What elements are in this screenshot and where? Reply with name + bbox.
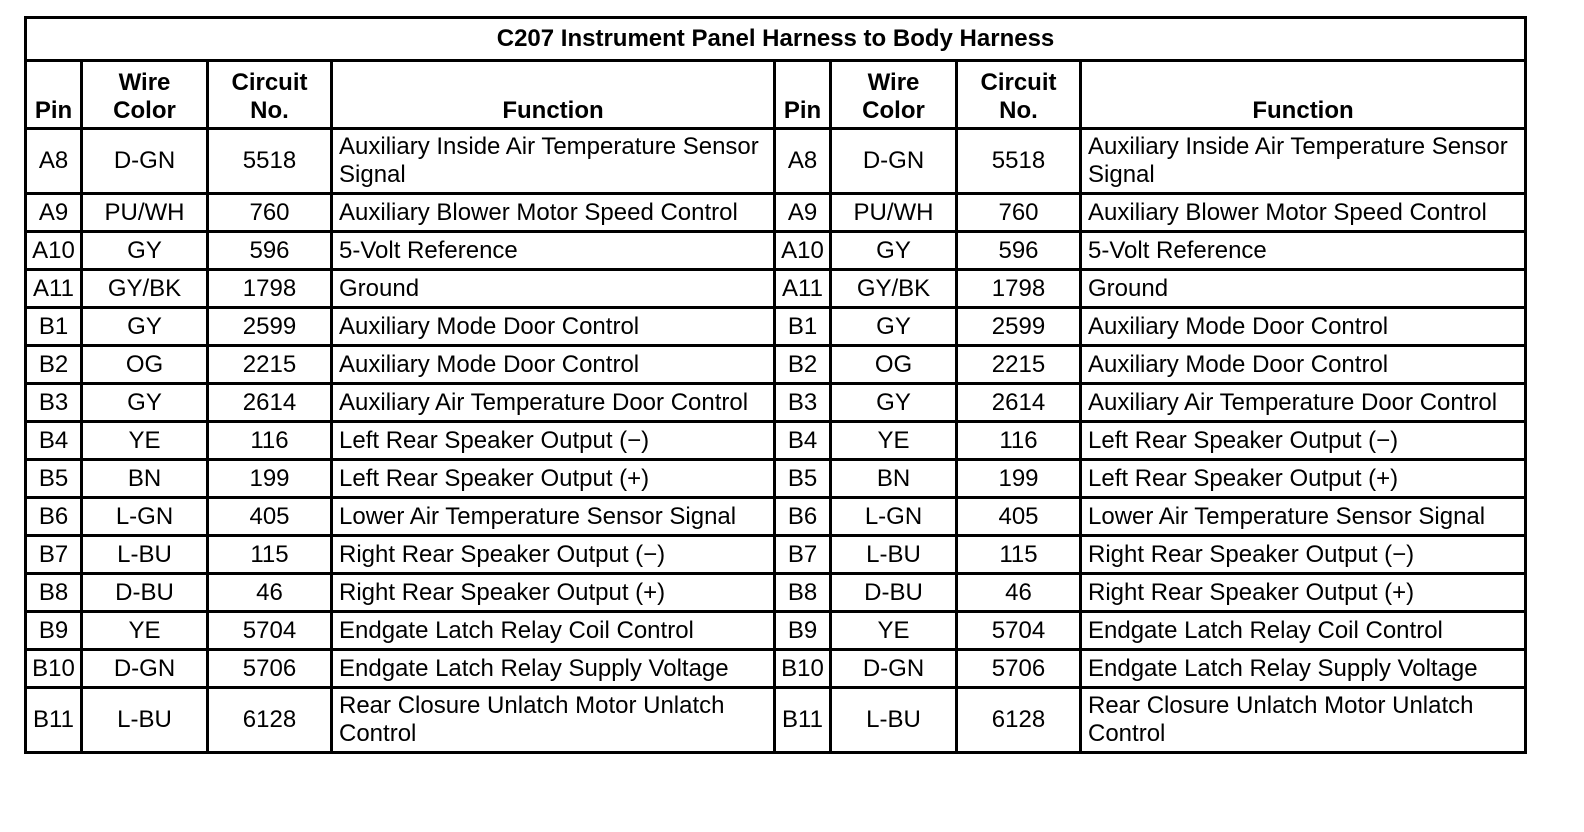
table-row [26,498,1526,536]
pin-cell: B7 [775,536,831,574]
circuit-no-cell: 596 [208,232,332,270]
circuit-no-cell: 405 [957,498,1081,536]
table-row [26,194,1526,232]
circuit-no-cell: 2614 [957,384,1081,422]
circuit-no-cell: 5706 [208,650,332,688]
function-cell: 5-Volt Reference [332,232,775,270]
circuit-no-cell: 6128 [957,688,1081,753]
function-cell: Left Rear Speaker Output (−) [332,422,775,460]
pin-cell: B8 [26,574,82,612]
pin-cell: B3 [775,384,831,422]
pin-cell: B6 [775,498,831,536]
pin-cell: B2 [26,346,82,384]
column-header-circuit-no: Circuit No. [957,61,1081,129]
function-cell: Auxiliary Mode Door Control [1081,346,1526,384]
column-header-pin: Pin [775,61,831,129]
circuit-no-cell: 5518 [208,129,332,194]
pin-cell: B4 [26,422,82,460]
table-body [26,129,1526,753]
wire-color-cell: GY/BK [831,270,957,308]
wire-color-cell: OG [82,346,208,384]
circuit-no-cell: 5706 [957,650,1081,688]
circuit-no-cell: 760 [208,194,332,232]
circuit-no-cell: 2215 [957,346,1081,384]
wire-color-cell: L-BU [831,536,957,574]
function-cell: Lower Air Temperature Sensor Signal [1081,498,1526,536]
pin-cell: A11 [26,270,82,308]
pin-cell: A10 [775,232,831,270]
pin-cell: A8 [775,129,831,194]
column-header-function: Function [332,61,775,129]
circuit-no-cell: 5518 [957,129,1081,194]
column-header-circuit-no: Circuit No. [208,61,332,129]
table-row [26,612,1526,650]
wire-color-cell: YE [831,422,957,460]
pin-cell: A11 [775,270,831,308]
function-cell: Right Rear Speaker Output (+) [1081,574,1526,612]
circuit-no-cell: 116 [957,422,1081,460]
circuit-no-cell: 116 [208,422,332,460]
wire-color-cell: BN [831,460,957,498]
pin-cell: A10 [26,232,82,270]
connector-table [24,16,1527,754]
pin-cell: B1 [26,308,82,346]
pin-cell: B5 [775,460,831,498]
pin-cell: B6 [26,498,82,536]
circuit-no-cell: 46 [957,574,1081,612]
table-row [26,650,1526,688]
wire-color-cell: GY [82,308,208,346]
circuit-no-cell: 2614 [208,384,332,422]
function-cell: Ground [1081,270,1526,308]
function-cell: Endgate Latch Relay Supply Voltage [1081,650,1526,688]
function-cell: Endgate Latch Relay Supply Voltage [332,650,775,688]
function-cell: Endgate Latch Relay Coil Control [1081,612,1526,650]
wire-color-cell: YE [82,422,208,460]
wire-color-cell: D-GN [82,650,208,688]
circuit-no-cell: 115 [208,536,332,574]
wire-color-cell: D-GN [82,129,208,194]
column-header-pin: Pin [26,61,82,129]
circuit-no-cell: 199 [957,460,1081,498]
pin-cell: B11 [26,688,82,753]
table-row [26,422,1526,460]
column-header-wire-color: Wire Color [831,61,957,129]
circuit-no-cell: 1798 [957,270,1081,308]
wire-color-cell: L-BU [82,536,208,574]
circuit-no-cell: 760 [957,194,1081,232]
wire-color-cell: GY/BK [82,270,208,308]
pin-cell: B7 [26,536,82,574]
wire-color-cell: GY [831,308,957,346]
function-cell: Right Rear Speaker Output (−) [1081,536,1526,574]
pin-cell: A9 [775,194,831,232]
table-row [26,536,1526,574]
table-row [26,346,1526,384]
pin-cell: B3 [26,384,82,422]
function-cell: Auxiliary Mode Door Control [1081,308,1526,346]
wire-color-cell: PU/WH [82,194,208,232]
function-cell: 5-Volt Reference [1081,232,1526,270]
table-row [26,129,1526,194]
circuit-no-cell: 2599 [957,308,1081,346]
circuit-no-cell: 1798 [208,270,332,308]
pin-cell: B11 [775,688,831,753]
wire-color-cell: D-GN [831,650,957,688]
function-cell: Auxiliary Air Temperature Door Control [1081,384,1526,422]
circuit-no-cell: 2215 [208,346,332,384]
wire-color-cell: D-BU [82,574,208,612]
pin-cell: B9 [26,612,82,650]
wire-color-cell: L-BU [831,688,957,753]
wire-color-cell: D-GN [831,129,957,194]
function-cell: Rear Closure Unlatch Motor Unlatch Control [1081,688,1526,753]
table-row [26,308,1526,346]
table-row [26,460,1526,498]
wire-color-cell: D-BU [831,574,957,612]
pin-cell: A8 [26,129,82,194]
table-row [26,688,1526,753]
circuit-no-cell: 6128 [208,688,332,753]
function-cell: Auxiliary Blower Motor Speed Control [332,194,775,232]
pin-cell: B8 [775,574,831,612]
pin-cell: B2 [775,346,831,384]
function-cell: Auxiliary Inside Air Temperature Sensor Signal [1081,129,1526,194]
function-cell: Auxiliary Mode Door Control [332,308,775,346]
wire-color-cell: PU/WH [831,194,957,232]
wire-color-cell: YE [82,612,208,650]
function-cell: Rear Closure Unlatch Motor Unlatch Control [332,688,775,753]
wire-color-cell: L-BU [82,688,208,753]
circuit-no-cell: 5704 [208,612,332,650]
wire-color-cell: GY [831,232,957,270]
circuit-no-cell: 199 [208,460,332,498]
table-row [26,270,1526,308]
function-cell: Right Rear Speaker Output (+) [332,574,775,612]
wire-color-cell: YE [831,612,957,650]
pin-cell: B5 [26,460,82,498]
table-row [26,574,1526,612]
circuit-no-cell: 115 [957,536,1081,574]
function-cell: Left Rear Speaker Output (+) [332,460,775,498]
wire-color-cell: GY [82,384,208,422]
function-cell: Right Rear Speaker Output (−) [332,536,775,574]
function-cell: Lower Air Temperature Sensor Signal [332,498,775,536]
column-header-function: Function [1081,61,1526,129]
pin-cell: B9 [775,612,831,650]
function-cell: Auxiliary Inside Air Temperature Sensor Signal [332,129,775,194]
wire-color-cell: GY [82,232,208,270]
circuit-no-cell: 405 [208,498,332,536]
table-row [26,232,1526,270]
function-cell: Auxiliary Air Temperature Door Control [332,384,775,422]
function-cell: Left Rear Speaker Output (+) [1081,460,1526,498]
table-row [26,384,1526,422]
circuit-no-cell: 2599 [208,308,332,346]
function-cell: Left Rear Speaker Output (−) [1081,422,1526,460]
circuit-no-cell: 596 [957,232,1081,270]
circuit-no-cell: 5704 [957,612,1081,650]
function-cell: Endgate Latch Relay Coil Control [332,612,775,650]
wire-color-cell: GY [831,384,957,422]
function-cell: Ground [332,270,775,308]
pin-cell: B4 [775,422,831,460]
wire-color-cell: BN [82,460,208,498]
function-cell: Auxiliary Blower Motor Speed Control [1081,194,1526,232]
pin-cell: B10 [26,650,82,688]
function-cell: Auxiliary Mode Door Control [332,346,775,384]
table-title: C207 Instrument Panel Harness to Body Harness [26,18,1526,61]
wire-color-cell: L-GN [831,498,957,536]
circuit-no-cell: 46 [208,574,332,612]
column-header-wire-color: Wire Color [82,61,208,129]
pin-cell: A9 [26,194,82,232]
pin-cell: B1 [775,308,831,346]
wire-color-cell: L-GN [82,498,208,536]
pin-cell: B10 [775,650,831,688]
wire-color-cell: OG [831,346,957,384]
